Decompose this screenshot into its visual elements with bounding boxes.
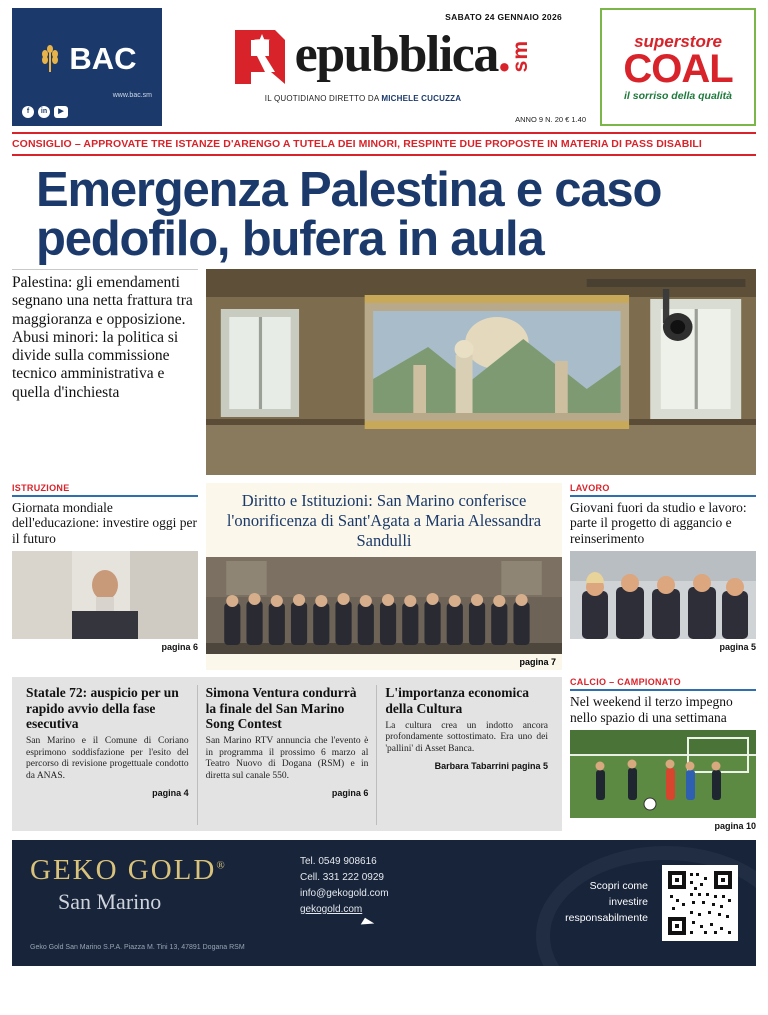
masthead [12,8,756,126]
story-lavoro[interactable] [570,483,756,670]
lead-photo-column [206,269,756,475]
nameplate [170,8,592,126]
brief-pagina: pagina 6 [331,788,369,799]
director-line: IL QUOTIDIANO DIRETTO DA MICHELE CUCUZZA [264,94,462,103]
briefs-row [12,677,756,831]
kicker-lavoro: LAVORO [570,483,756,497]
geko-mobile: Cell. 331 222 0929 [300,871,384,883]
brief-item[interactable] [198,685,378,825]
geko-website[interactable]: gekogold.com [300,903,363,915]
feature-title: Diritto e Istituzioni: San Marino conferisce l'onorificenza di Sant'Agata a Maria Alessandra Sandulli [226,491,542,550]
brief-title: L'importanza economica della Cultura [385,685,529,716]
issue-info: ANNO 9 N. 20 € 1.40 [515,115,586,124]
bac-wordmark: BAC [69,41,137,76]
logo-row [170,26,592,88]
publication-date: SABATO 24 GENNAIO 2026 [445,12,562,22]
page-title: Emergenza Palestina e caso pedofilo, bufera in aula [36,163,662,266]
cta-line-1: Scopri come [589,880,648,893]
bac-social-icons [22,106,68,118]
brief-pagina: pagina 4 [152,788,189,799]
feature-photo [206,557,562,654]
photo-calcio [570,730,756,818]
headline-calcio: Nel weekend il terzo impegno nello spazio di una settimana [570,694,733,725]
standfirst [12,269,198,402]
pagina-lavoro: pagina 5 [719,641,756,652]
bac-logo [37,43,136,74]
photo-lavoro [570,551,756,639]
coal-tagline: il sorriso della qualità [624,89,732,102]
coal-super-label: superstore [634,31,722,51]
secondary-stories-row [12,483,756,670]
brief-body: San Marino e il Comune di Coriano esprimono soddisfazione per l'esito del percorso di revisione progettuale condotto da ANAS. [26,735,189,782]
bac-url[interactable]: www.bac.sm [112,92,152,99]
brief-item[interactable] [377,685,556,825]
standfirst-para-2: Abusi minori: la politica si divide sulla commissione tecnico amministrativa e quella d'inchiesta [12,328,179,401]
lead-photo [206,269,756,475]
geko-brand-block [30,854,300,952]
story-calcio[interactable] [570,677,756,831]
lead-standfirst-column [12,269,198,475]
geko-cta-text [565,879,648,926]
news-banner: CONSIGLIO – APPROVATE TRE ISTANZE D'ARENGO A TUTELA DEI MINORI, RESPINTE DUE PROPOSTE IN MATERIA DI PASS DISABILI [12,138,702,150]
headline-lavoro: Giovani fuori da studio e lavoro: parte il progetto di aggancio e reinserimento [570,500,747,546]
geko-subtitle: San Marino [58,888,162,914]
repubblica-r-icon [231,26,293,88]
headline-istruzione: Giornata mondiale dell'educazione: investire oggi per il futuro [12,500,197,546]
masthead-suffix-sm: sm [509,40,533,73]
briefs-block [12,677,562,831]
brief-body: La cultura crea un indotto ancora profondamente sottostimato. Era uno dei 'pallini' di Asset Banca. [385,720,549,755]
geko-title: GEKO GOLD® [30,853,227,886]
brief-title: Simona Ventura condurrà la finale del San Marino Song Contest [205,685,357,731]
standfirst-para-1: Palestina: gli emendamenti segnano una netta frattura tra maggioranza e opposizione. [12,274,193,328]
geko-phone: Tel. 0549 908616 [300,855,377,867]
youtube-icon[interactable]: ▶ [54,106,68,118]
qr-code[interactable] [662,865,738,941]
masthead-title: epubblica. [294,26,510,83]
geko-contact-block [300,854,500,952]
pagina-istruzione: pagina 6 [161,641,198,652]
lead-story [12,269,756,475]
facebook-icon[interactable]: f [22,106,34,118]
linkedin-icon[interactable]: in [38,106,50,118]
coal-wordmark: COAL [623,46,733,91]
brief-pagina: Barbara Tabarrini pagina 5 [434,761,549,772]
cursor-icon [361,918,375,931]
kicker-istruzione: ISTRUZIONE [12,483,198,497]
pagina-feature: pagina 7 [519,657,556,668]
cta-line-3: responsabilmente [565,911,648,924]
brief-body: San Marino RTV annuncia che l'evento è in programma il prossimo 6 marzo al Teatro Nuovo di Dogana (RSM) e in diretta sul canale 550. [205,735,369,782]
brief-title: Statale 72: auspicio per un rapido avvio della fase esecutiva [26,685,179,731]
divider-banner [12,154,756,156]
geko-email[interactable]: info@gekogold.com [300,887,389,899]
geko-address: Geko Gold San Marino S.P.A. Piazza M. Tini 13, 47891 Dogana RSM [30,943,245,951]
geko-cta-block [500,854,738,952]
registered-mark: ® [216,859,227,872]
ad-coal-banner[interactable] [600,8,756,126]
kicker-calcio: CALCIO – CAMPIONATO [570,677,756,691]
wheat-icon [37,44,63,74]
photo-istruzione [12,551,198,639]
feature-sandulli[interactable] [206,483,562,670]
pagina-calcio: pagina 10 [714,820,756,831]
ad-bac-banner[interactable] [12,8,162,126]
brief-item[interactable] [18,685,198,825]
story-istruzione[interactable] [12,483,198,670]
cta-line-2: investire [608,896,648,909]
ad-geko-gold[interactable] [12,840,756,966]
